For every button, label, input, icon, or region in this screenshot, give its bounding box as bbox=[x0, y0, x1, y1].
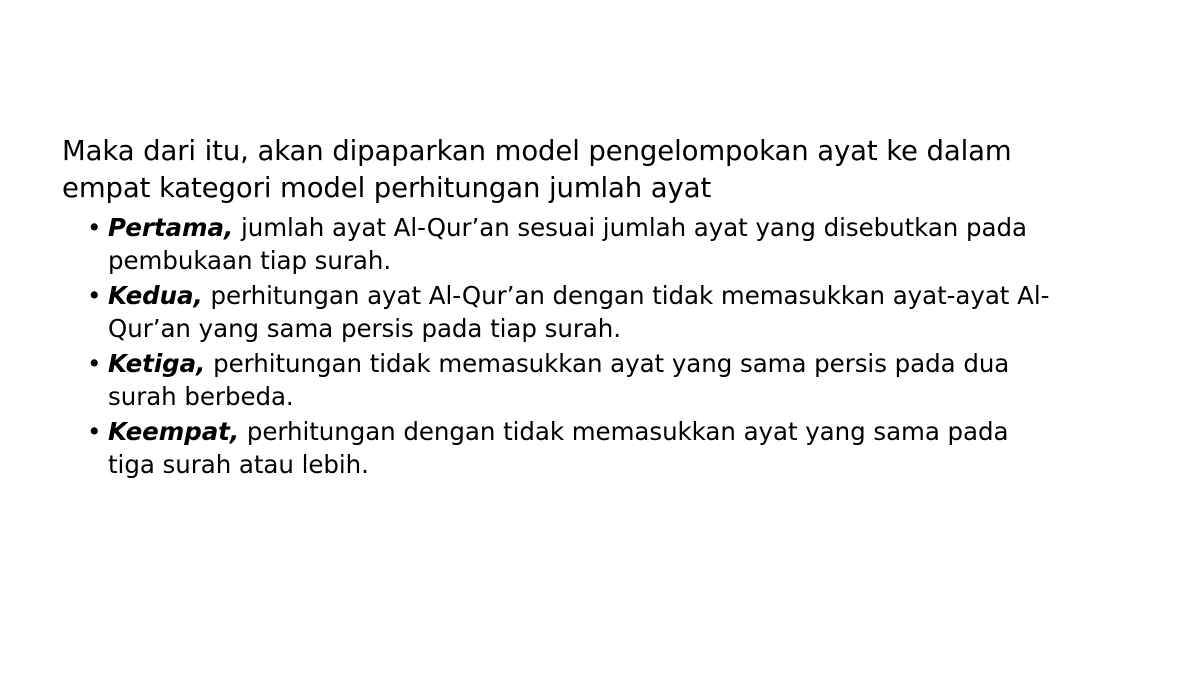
bullet-list bbox=[62, 212, 1062, 482]
slide-content bbox=[62, 133, 1062, 484]
list-item bbox=[62, 416, 1062, 482]
list-item-text: jumlah ayat Al-Qur’an sesuai jumlah ayat yang disebutkan pada pembukaan tiap surah. bbox=[108, 213, 1027, 276]
lead-paragraph: Maka dari itu, akan dipaparkan model pengelompokan ayat ke dalam empat kategori model perhitungan jumlah ayat bbox=[62, 135, 1012, 204]
bullet-point-icon: • bbox=[87, 348, 102, 378]
list-item-lead: Ketiga, bbox=[108, 348, 206, 378]
bullet-point-icon: • bbox=[87, 416, 102, 446]
list-item-text: perhitungan tidak memasukkan ayat yang sama persis pada dua surah berbeda. bbox=[108, 348, 1010, 411]
list-item-text: perhitungan dengan tidak memasukkan ayat yang sama pada tiga surah atau lebih. bbox=[108, 416, 1009, 479]
list-item-lead: Keempat, bbox=[108, 416, 240, 446]
list-item bbox=[62, 280, 1062, 346]
list-item-text: perhitungan ayat Al-Qur’an dengan tidak memasukkan ayat-ayat Al-Qur’an yang sama persis pada tiap surah. bbox=[108, 281, 1050, 343]
bullet-point-icon: • bbox=[87, 213, 102, 243]
list-item bbox=[62, 212, 1062, 278]
list-item bbox=[62, 348, 1062, 414]
list-item-lead: Kedua, bbox=[108, 281, 203, 310]
list-item-lead: Pertama, bbox=[108, 213, 234, 243]
bullet-point-icon: • bbox=[87, 281, 102, 310]
